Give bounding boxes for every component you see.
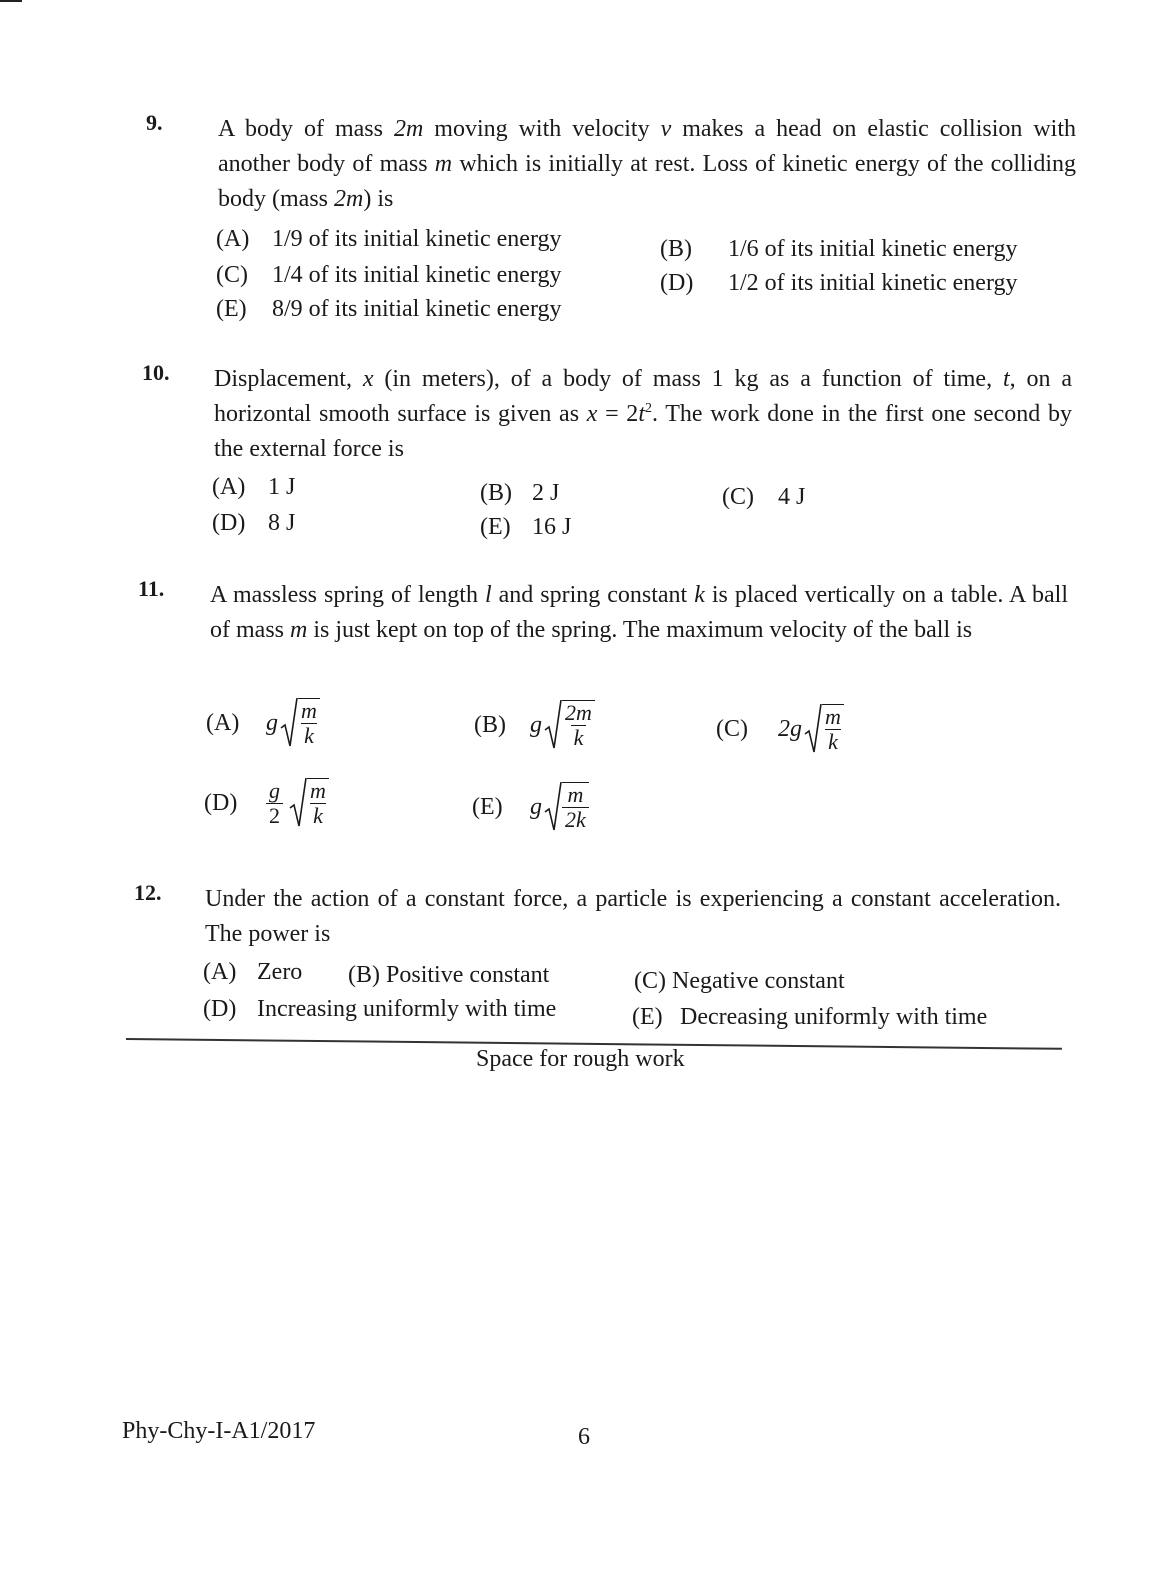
- square-root: $\frac{m}{k}$: [804, 704, 844, 754]
- paper-code: Phy-Chy-I-A1/2017: [122, 1418, 316, 1444]
- question-stem: Displacement, x (in meters), of a body of mass 1 kg as a function of time, t, on a horizontal smooth surface is given as $x = 2t^2$. The work done in the first one second by the external force is: [214, 366, 1073, 462]
- question-number: 11.: [138, 576, 165, 601]
- option-c: (C) 1/4 of its initial kinetic energy: [216, 262, 562, 288]
- formula: g $\frac{m}{2k}$: [530, 782, 589, 832]
- question-stem: A massless spring of length l and spring constant k is placed vertically on a table. A ball of mass m is just kept on top of the spring. The maximum velocity of the ball is: [210, 582, 1068, 643]
- option-a: (A) Zero: [203, 959, 303, 985]
- option-d: (D) Increasing uniformly with time: [203, 996, 557, 1022]
- square-root: $\frac{m}{k}$: [289, 778, 329, 828]
- option-d: (D) 1/2 of its initial kinetic energy: [660, 270, 1018, 296]
- option-e: (E) g $\frac{m}{2k}$: [472, 782, 589, 832]
- option-a: (A) 1 J: [212, 474, 296, 500]
- question-stem: Under the action of a constant force, a particle is experiencing a constant acceleration. The power is: [205, 886, 1061, 947]
- question-number: 10.: [142, 360, 170, 385]
- option-b: (B) 2 J: [480, 480, 560, 506]
- square-root: $\frac{m}{2k}$: [544, 782, 589, 832]
- option-b: (B) Positive constant: [348, 962, 550, 988]
- radical-sign-icon: [289, 778, 307, 828]
- option-e: (E) Decreasing uniformly with time: [632, 1004, 988, 1030]
- option-d: (D) g 2 $\frac{m}{k}$: [204, 778, 329, 828]
- page-number: 6: [578, 1424, 590, 1450]
- formula: g 2 $\frac{m}{k}$: [266, 778, 329, 828]
- formula: g $\frac{2m}{k}$: [530, 700, 595, 750]
- option-b: (B) 1/6 of its initial kinetic energy: [660, 236, 1018, 262]
- option-b: (B) g $\frac{2m}{k}$: [474, 700, 595, 750]
- radical-sign-icon: [544, 700, 562, 750]
- option-a: (A) 1/9 of its initial kinetic energy: [216, 226, 562, 252]
- option-c: (C) 4 J: [722, 484, 806, 510]
- square-root: $\frac{2m}{k}$: [544, 700, 595, 750]
- option-e: (E) 16 J: [480, 514, 572, 540]
- question-number: 9.: [146, 110, 163, 135]
- option-c: (C) 2g $\frac{m}{k}$: [716, 704, 844, 754]
- radical-sign-icon: [544, 782, 562, 832]
- option-d: (D) 8 J: [212, 510, 296, 536]
- question-stem: A body of mass 2m moving with velocity v makes a head on elastic collision with another body of mass m which is initially at rest. Loss of kinetic energy of the colliding body (mass 2m) is: [218, 116, 1077, 212]
- formula: 2g $\frac{m}{k}$: [778, 704, 844, 754]
- rough-work-label: Space for rough work: [476, 1046, 685, 1072]
- question-number: 12.: [134, 880, 162, 905]
- option-a: (A) g $\frac{m}{k}$: [206, 698, 320, 748]
- radical-sign-icon: [804, 704, 822, 754]
- option-e: (E) 8/9 of its initial kinetic energy: [216, 296, 562, 322]
- formula: g $\frac{m}{k}$: [266, 698, 320, 748]
- corner-mark: [0, 0, 22, 2]
- option-c: (C) Negative constant: [634, 968, 845, 994]
- square-root: $\frac{m}{k}$: [280, 698, 320, 748]
- radical-sign-icon: [280, 698, 298, 748]
